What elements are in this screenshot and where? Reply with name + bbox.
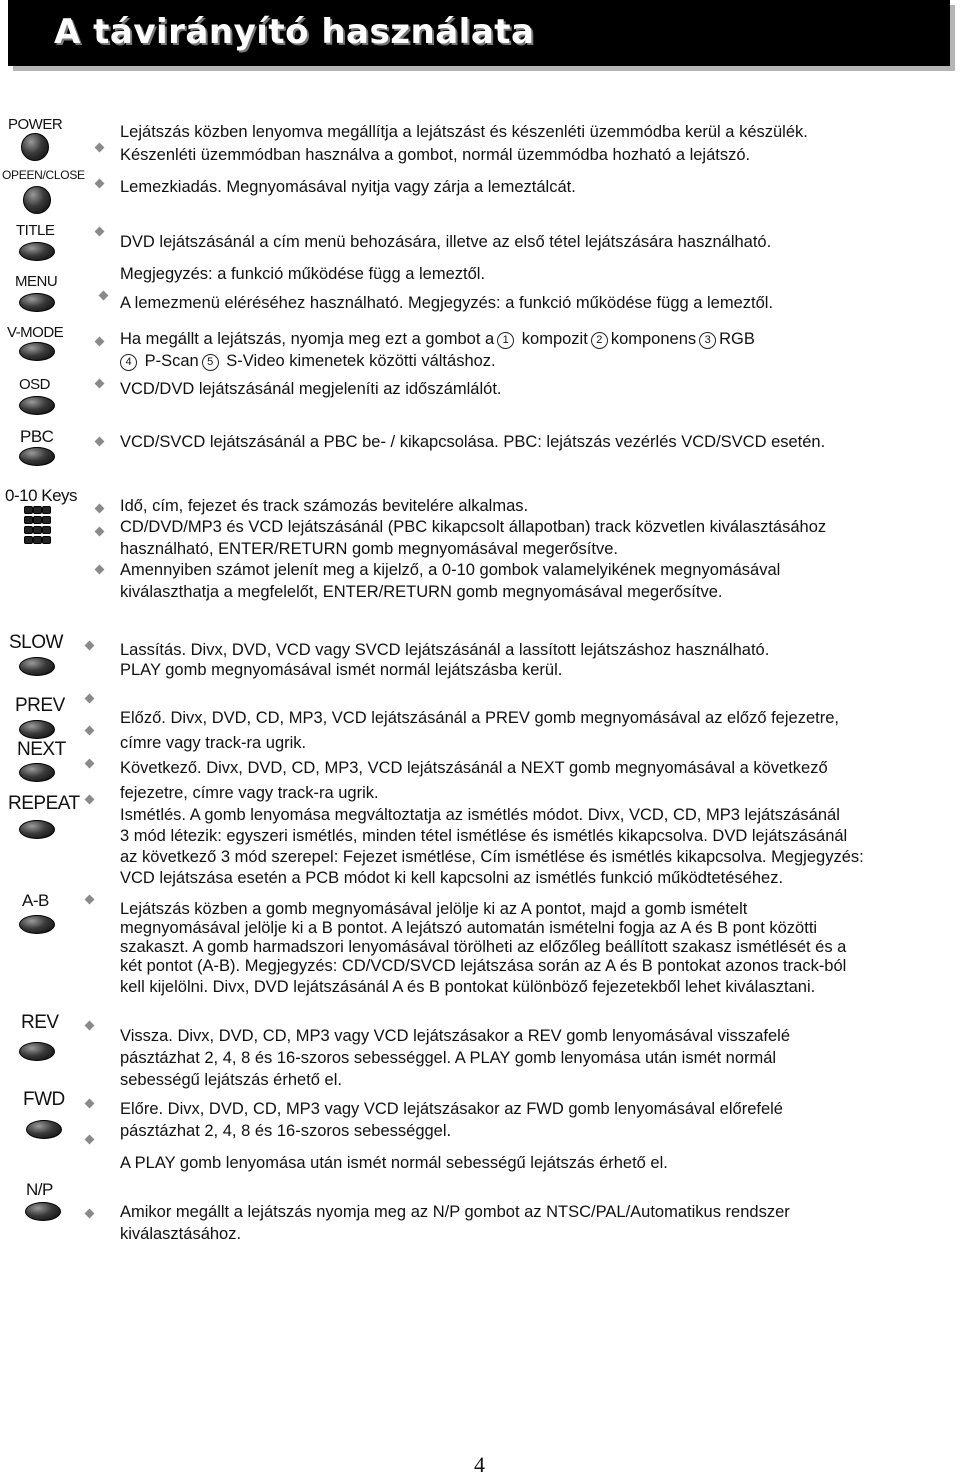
next-label: NEXT <box>17 739 66 760</box>
title-button-icon[interactable] <box>19 242 55 261</box>
diamond-bullet-icon <box>85 1135 95 1145</box>
diamond-bullet-icon <box>85 895 95 905</box>
prev-label: PREV <box>15 695 65 716</box>
header-bar <box>8 0 950 66</box>
slow-desc-line: PLAY gomb megnyomásával ismét normál lejátszásba kerül. <box>120 661 563 679</box>
prev-desc-line: címre vagy track-ra ugrik. <box>120 734 307 752</box>
np-button-icon[interactable] <box>25 1202 61 1221</box>
slow-button-icon[interactable] <box>19 657 55 676</box>
diamond-bullet-icon <box>95 143 105 153</box>
open-close-button-icon[interactable] <box>23 186 51 214</box>
ab-button-icon[interactable] <box>19 915 55 934</box>
diamond-bullet-icon <box>85 795 95 805</box>
next-button-icon[interactable] <box>19 763 55 782</box>
power-desc-line: Lejátszás közben lenyomva megállítja a lejátszást és készenléti üzemmódba kerül a készülék. <box>120 123 808 141</box>
ab-label: A-B <box>22 891 49 910</box>
repeat-label: REPEAT <box>8 793 80 814</box>
rev-desc-line: pásztázhat 2, 4, 8 és 16-szoros sebességgel. A PLAY gomb lenyomása után ismét normál <box>120 1049 777 1067</box>
prev-button-icon[interactable] <box>19 720 55 739</box>
number-4-circle-icon: 4 <box>120 354 137 371</box>
keypad-icon[interactable] <box>24 506 50 538</box>
diamond-bullet-icon <box>85 759 95 769</box>
ab-desc-line: két pontot (A-B). Megjegyzés: CD/VCD/SVCD lejátszása során az A és B pontokat azonos track-ból <box>120 957 847 975</box>
repeat-desc-line: Ismétlés. A gomb lenyomása megváltoztatja az ismétlés módot. Divx, VCD, CD, MP3 lejátszásánál <box>120 806 840 824</box>
title-label: TITLE <box>16 222 55 239</box>
power-desc-line: Készenléti üzemmódban használva a gombot, normál üzemmódba hozható a lejátszó. <box>120 146 751 164</box>
menu-button-icon[interactable] <box>19 293 55 312</box>
diamond-bullet-icon <box>85 1021 95 1031</box>
diamond-bullet-icon <box>99 291 109 301</box>
rev-desc-line: sebességű lejátszás érhető el. <box>120 1071 342 1089</box>
diamond-bullet-icon <box>95 379 105 389</box>
page-title: A távirányító használata <box>54 12 535 52</box>
prev-desc-line: Előző. Divx, DVD, CD, MP3, VCD lejátszásánál a PREV gomb megnyomásával az előző fejezetre, <box>120 709 839 727</box>
repeat-desc-line: az következő 3 mód szerepel: Fejezet ismétlése, Cím ismétlése és ismétlés kikapcsolva. Megjegyzés: <box>120 848 864 866</box>
menu-label: MENU <box>15 273 58 290</box>
rev-label: REV <box>21 1012 59 1033</box>
menu-desc-line: A lemezmenü eléréséhez használható. Megjegyzés: a funkció működése függ a lemeztől. <box>120 294 774 312</box>
np-desc-line: Amikor megállt a lejátszás nyomja meg az N/P gombot az NTSC/PAL/Automatikus rendszer <box>120 1203 790 1221</box>
slow-label: SLOW <box>9 632 63 653</box>
keys-label: 0-10 Keys <box>5 486 78 505</box>
vmode-desc-line: 4 P-Scan 5 S-Video kimenetek közötti váltáshoz. <box>120 351 496 372</box>
number-3-circle-icon: 3 <box>699 332 716 349</box>
vmode-desc-line: Ha megállt a lejátszás, nyomja meg ezt a gombot a 1 kompozit 2 komponens 3 RGB <box>120 330 755 348</box>
repeat-desc-line: VCD lejátszása esetén a PCB módot ki kell kapcsolni az ismétlés funkció működtetéséhez. <box>120 869 784 887</box>
osd-label: OSD <box>19 376 51 393</box>
ab-desc-line: kell kijelölni. Divx, DVD lejátszásánál A és B pontokat különböző fejezetekből lehet kiválasztani. <box>120 978 816 996</box>
diamond-bullet-icon <box>95 504 105 514</box>
fwd-label: FWD <box>23 1089 65 1110</box>
osd-desc-line: VCD/DVD lejátszásánál megjeleníti az időszámlálót. <box>120 380 502 398</box>
vmode-label: V-MODE <box>7 324 64 341</box>
pbc-desc-line: VCD/SVCD lejátszásánál a PBC be- / kikapcsolása. PBC: lejátszás vezérlés VCD/SVCD esetén. <box>120 433 826 451</box>
diamond-bullet-icon <box>95 227 105 237</box>
open-close-desc-line: Lemezkiadás. Megnyomásával nyitja vagy zárja a lemeztálcát. <box>120 178 576 196</box>
ab-desc-line: megnyomásával jelölje ki a B pontot. A lejátszó automatán ismételni fogja az A és B pont közötti <box>120 919 818 937</box>
rev-desc-line: Vissza. Divx, DVD, CD, MP3 vagy VCD lejátszásakor a REV gomb lenyomásával visszafelé <box>120 1027 791 1045</box>
diamond-bullet-icon <box>85 726 95 736</box>
osd-button-icon[interactable] <box>19 396 55 415</box>
title-desc-line: DVD lejátszásánál a cím menü behozására, illetve az első tétel lejátszására használható. <box>120 233 772 251</box>
fwd-desc-line: pásztázhat 2, 4, 8 és 16-szoros sebességgel. <box>120 1122 452 1140</box>
np-label: N/P <box>26 1180 53 1199</box>
title-desc-line: Megjegyzés: a funkció működése függ a lemeztől. <box>120 265 486 283</box>
fwd-desc-line: Előre. Divx, DVD, CD, MP3 vagy VCD lejátszásakor az FWD gomb lenyomásával előrefelé <box>120 1100 783 1118</box>
diamond-bullet-icon <box>85 694 95 704</box>
pbc-button-icon[interactable] <box>19 447 55 466</box>
diamond-bullet-icon <box>95 337 105 347</box>
number-1-circle-icon: 1 <box>497 332 514 349</box>
keys-desc-line: CD/DVD/MP3 és VCD lejátszásánál (PBC kikapcsolt állapotban) track közvetlen kiválasztásához <box>120 518 827 536</box>
keys-desc-line: kiválaszthatja a megfelelőt, ENTER/RETURN gomb megnyomásával megerősítve. <box>120 583 723 601</box>
number-2-circle-icon: 2 <box>591 332 608 349</box>
diamond-bullet-icon <box>85 1209 95 1219</box>
diamond-bullet-icon <box>95 565 105 575</box>
power-label: POWER <box>8 116 63 133</box>
next-desc-line: Következő. Divx, DVD, CD, MP3, VCD lejátszásánál a NEXT gomb megnyomásával a következő <box>120 759 828 777</box>
pbc-label: PBC <box>20 427 54 446</box>
number-5-circle-icon: 5 <box>202 354 219 371</box>
np-desc-line: kiválasztásához. <box>120 1225 242 1243</box>
page-number: 4 <box>474 1452 485 1477</box>
slow-desc-line: Lassítás. Divx, DVD, VCD vagy SVCD lejátszásánál a lassított lejátszáshoz használható. <box>120 641 770 659</box>
diamond-bullet-icon <box>95 437 105 447</box>
diamond-bullet-icon <box>85 1099 95 1109</box>
vmode-button-icon[interactable] <box>19 342 55 361</box>
power-button-icon[interactable] <box>21 133 49 161</box>
fwd-desc-line: A PLAY gomb lenyomása után ismét normál sebességű lejátszás érhető el. <box>120 1154 668 1172</box>
keys-desc-line: Idő, cím, fejezet és track számozás bevitelére alkalmas. <box>120 497 529 515</box>
next-desc-line: fejezetre, címre vagy track-ra ugrik. <box>120 784 379 802</box>
repeat-desc-line: 3 mód létezik: egyszeri ismétlés, minden tétel ismétlése és ismétlés kikapcsolva. DVD lejátszásánál <box>120 827 848 845</box>
ab-desc-line: szakaszt. A gomb harmadszori lenyomásával törölheti az előzőleg beállított szakasz ismétlését és a <box>120 938 847 956</box>
diamond-bullet-icon <box>95 527 105 537</box>
open-close-label: OPEEN/CLOSE <box>2 168 85 182</box>
fwd-button-icon[interactable] <box>26 1120 62 1139</box>
rev-button-icon[interactable] <box>19 1042 55 1061</box>
keys-desc-line: Amennyiben számot jelenít meg a kijelző, a 0-10 gombok valamelyikének megnyomásával <box>120 561 781 579</box>
ab-desc-line: Lejátszás közben a gomb megnyomásával jelölje ki az A pontot, majd a gomb ismételt <box>120 900 748 918</box>
diamond-bullet-icon <box>95 179 105 189</box>
repeat-button-icon[interactable] <box>19 820 55 839</box>
keys-desc-line: használható, ENTER/RETURN gomb megnyomásával megerősítve. <box>120 540 618 558</box>
diamond-bullet-icon <box>85 641 95 651</box>
